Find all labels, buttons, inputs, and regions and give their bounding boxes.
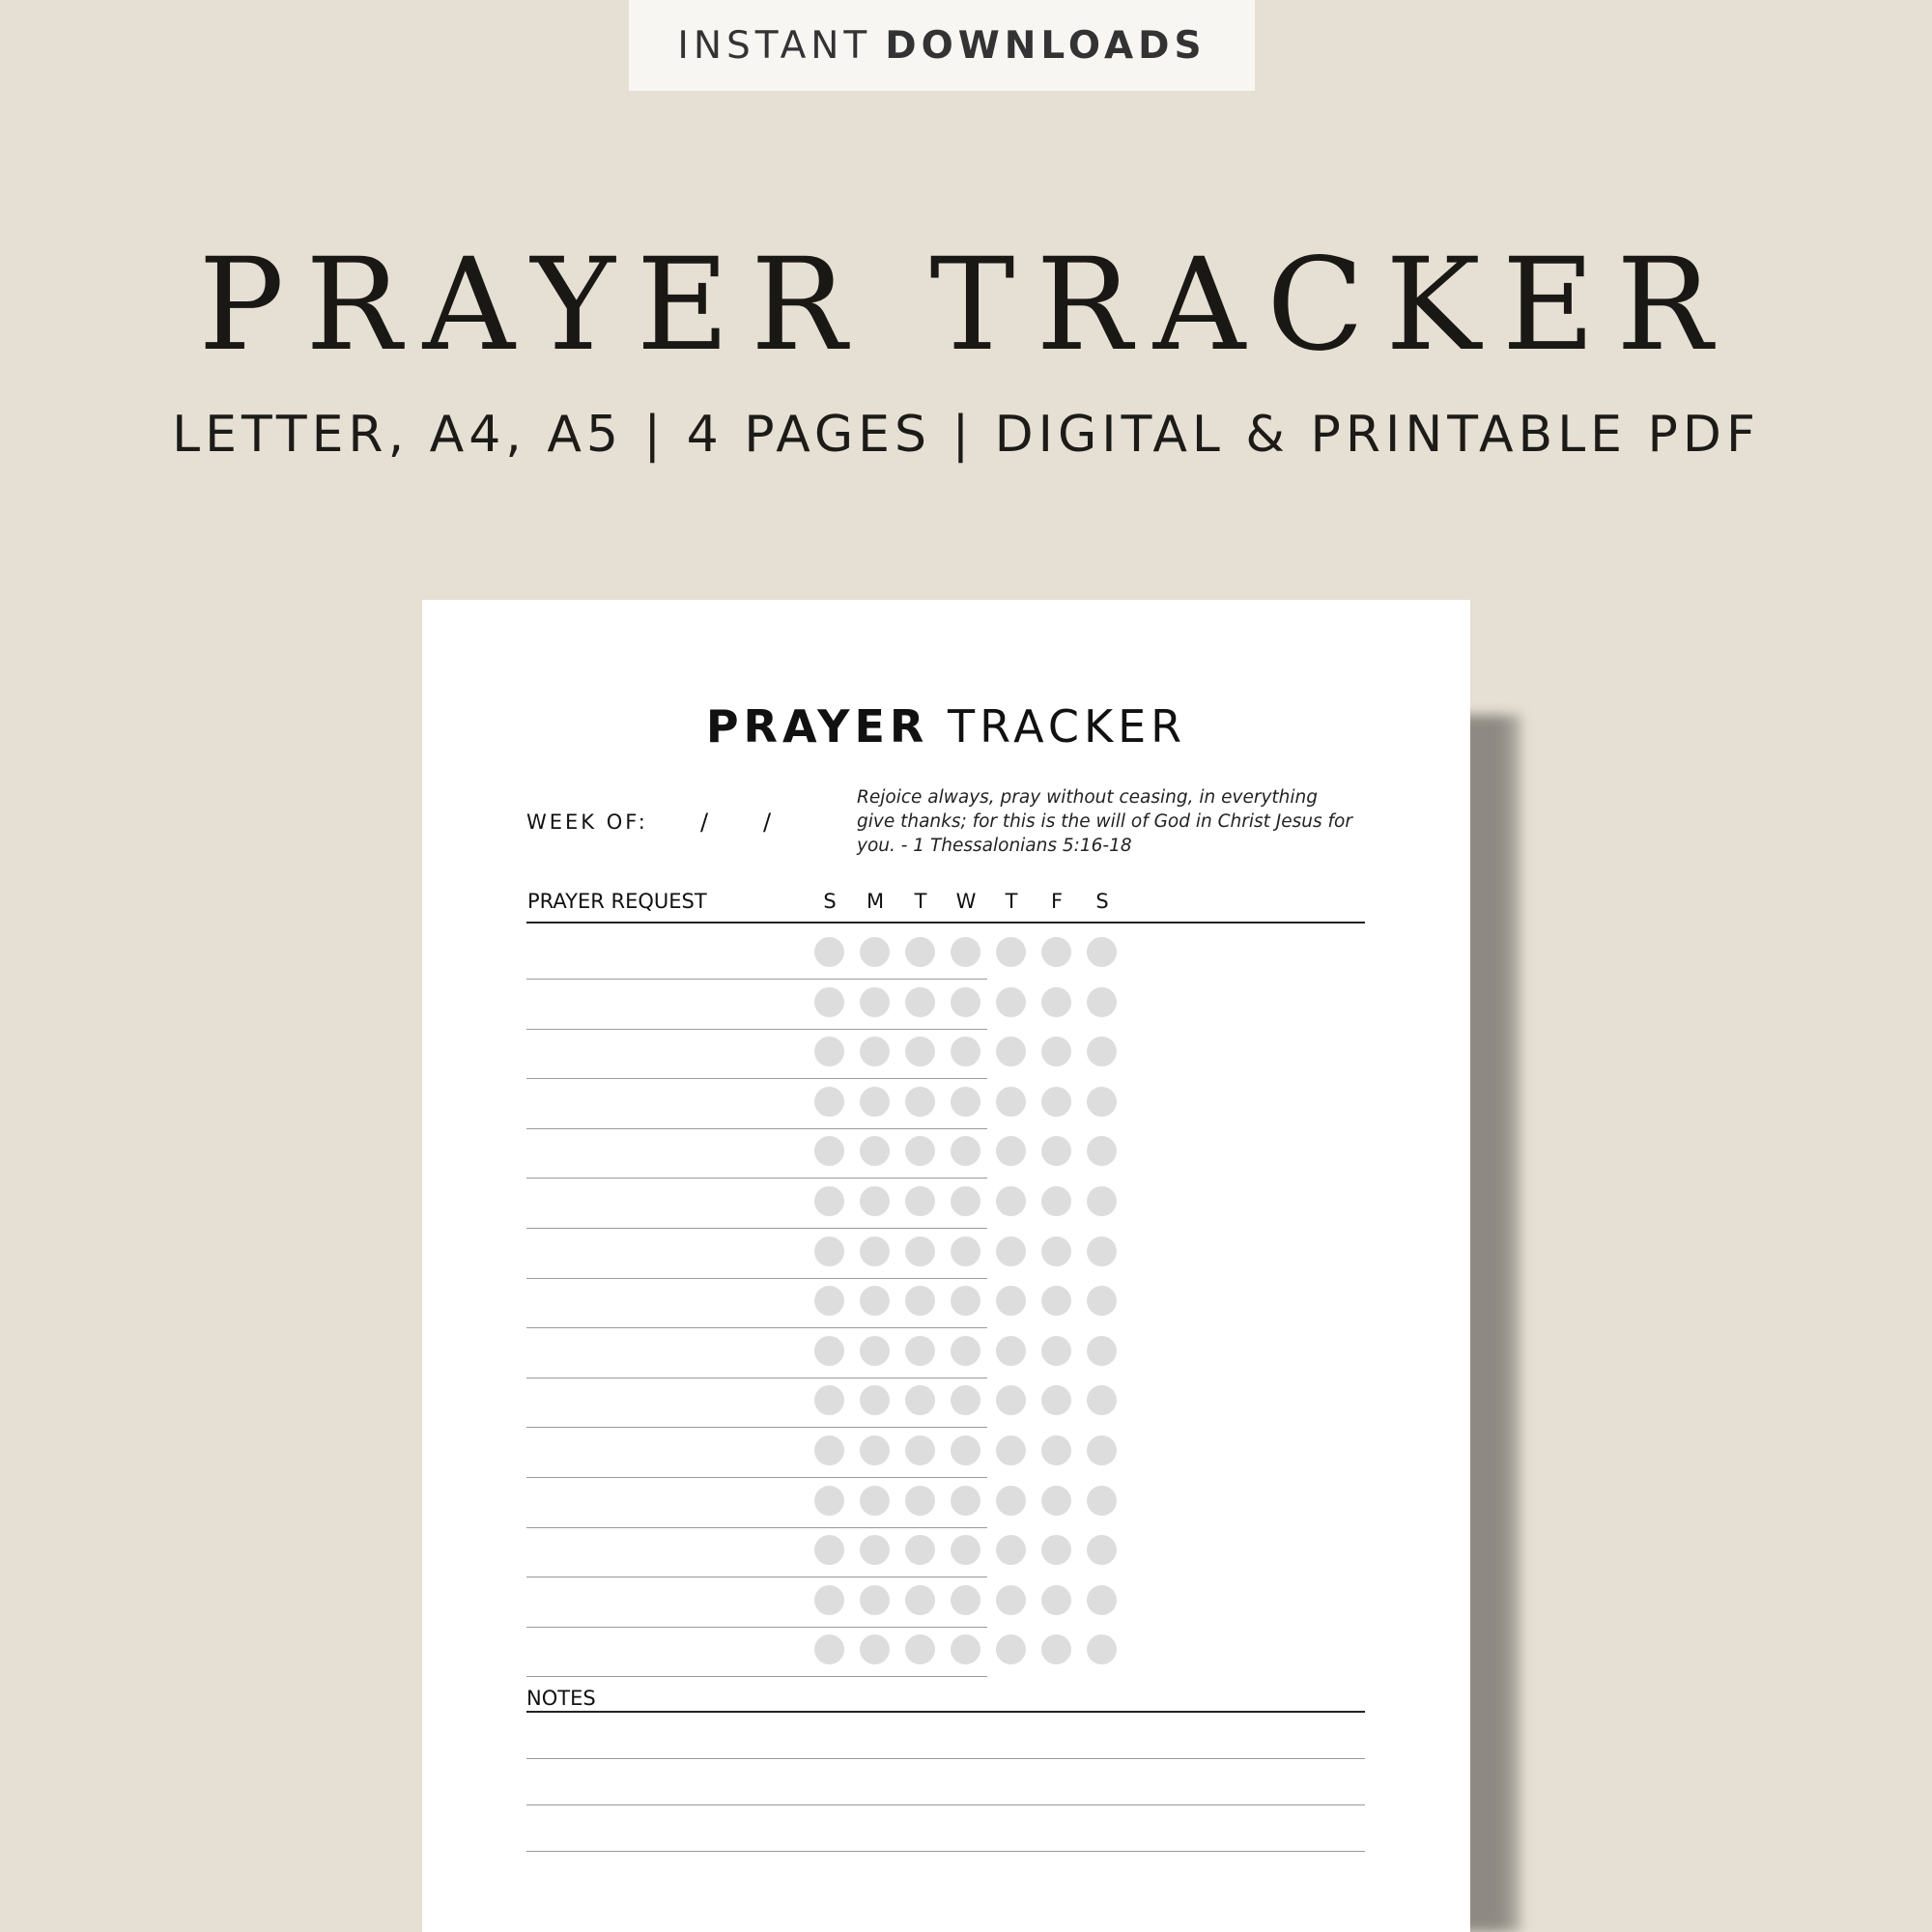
request-line[interactable]: [526, 1327, 987, 1328]
day-check-circle[interactable]: [1041, 1037, 1071, 1066]
day-check-circle[interactable]: [1041, 1236, 1071, 1266]
day-check-circle[interactable]: [1087, 937, 1117, 967]
day-check-circle[interactable]: [1041, 1186, 1071, 1216]
date-separator: /: [763, 809, 772, 836]
day-check-circle[interactable]: [814, 1336, 844, 1366]
day-check-circle[interactable]: [1087, 1486, 1117, 1516]
day-check-circle[interactable]: [1041, 1585, 1071, 1615]
notes-line[interactable]: [526, 1758, 1365, 1759]
day-check-circle[interactable]: [951, 1236, 980, 1266]
hero-title: PRAYER TRACKER: [198, 231, 1734, 380]
day-check-circle[interactable]: [1041, 987, 1071, 1017]
day-check-circle[interactable]: [996, 1136, 1026, 1166]
day-check-circle[interactable]: [905, 1385, 935, 1415]
day-check-circle[interactable]: [905, 1186, 935, 1216]
request-line[interactable]: [526, 1676, 987, 1677]
day-check-circle[interactable]: [1041, 1486, 1071, 1516]
day-header: S: [1095, 890, 1109, 913]
day-check-circle[interactable]: [951, 1535, 980, 1565]
request-line[interactable]: [526, 1228, 987, 1229]
day-check-circle[interactable]: [951, 937, 980, 967]
day-check-circle[interactable]: [996, 1336, 1026, 1366]
request-line[interactable]: [526, 1178, 987, 1179]
day-check-circle[interactable]: [1087, 1186, 1117, 1216]
day-check-circle[interactable]: [905, 1087, 935, 1117]
day-check-circle[interactable]: [1087, 1634, 1117, 1664]
day-check-circle[interactable]: [905, 987, 935, 1017]
day-header: W: [955, 890, 977, 913]
day-check-circle[interactable]: [814, 1286, 844, 1316]
badge-emphasis: DOWNLOADS: [885, 23, 1207, 68]
day-check-circle[interactable]: [905, 1336, 935, 1366]
day-check-circle[interactable]: [951, 1286, 980, 1316]
week-of-label: WEEK OF:: [526, 810, 648, 834]
day-check-circle[interactable]: [860, 1435, 890, 1465]
request-line[interactable]: [526, 1278, 987, 1279]
day-check-circle[interactable]: [1041, 1435, 1071, 1465]
day-check-circle[interactable]: [905, 1435, 935, 1465]
badge-prefix: INSTANT: [677, 23, 872, 68]
day-check-circle[interactable]: [814, 937, 844, 967]
day-check-circle[interactable]: [1041, 1087, 1071, 1117]
day-check-circle[interactable]: [814, 1486, 844, 1516]
notes-header: NOTES: [526, 1687, 596, 1710]
day-check-circle[interactable]: [1087, 1435, 1117, 1465]
day-check-circle[interactable]: [860, 1037, 890, 1066]
day-check-circle[interactable]: [814, 1535, 844, 1565]
day-check-circle[interactable]: [996, 1585, 1026, 1615]
notes-line[interactable]: [526, 1851, 1365, 1852]
day-check-circle[interactable]: [1087, 1585, 1117, 1615]
page-title-rest: TRACKER: [947, 700, 1187, 753]
day-check-circle[interactable]: [1041, 937, 1071, 967]
day-check-circle[interactable]: [860, 1236, 890, 1266]
request-line[interactable]: [526, 1627, 987, 1628]
day-check-circle[interactable]: [996, 1535, 1026, 1565]
day-check-circle[interactable]: [996, 1435, 1026, 1465]
day-check-circle[interactable]: [814, 1186, 844, 1216]
day-check-circle[interactable]: [996, 1236, 1026, 1266]
day-check-circle[interactable]: [860, 1634, 890, 1664]
day-check-circle[interactable]: [1041, 1535, 1071, 1565]
day-check-circle[interactable]: [951, 1585, 980, 1615]
day-check-circle[interactable]: [860, 987, 890, 1017]
day-header: M: [866, 890, 885, 913]
day-check-circle[interactable]: [860, 1585, 890, 1615]
header-rule: [526, 922, 1365, 923]
day-check-circle[interactable]: [860, 1336, 890, 1366]
day-check-circle[interactable]: [814, 1385, 844, 1415]
day-check-circle[interactable]: [905, 1585, 935, 1615]
notes-rule: [526, 1711, 1365, 1713]
day-check-circle[interactable]: [951, 1634, 980, 1664]
day-check-circle[interactable]: [814, 1585, 844, 1615]
day-check-circle[interactable]: [814, 1037, 844, 1066]
day-check-circle[interactable]: [996, 1037, 1026, 1066]
day-check-circle[interactable]: [860, 1087, 890, 1117]
day-check-circle[interactable]: [1041, 1136, 1071, 1166]
day-check-circle[interactable]: [996, 1286, 1026, 1316]
day-check-circle[interactable]: [951, 1385, 980, 1415]
day-check-circle[interactable]: [996, 1486, 1026, 1516]
day-check-circle[interactable]: [1041, 1634, 1071, 1664]
day-check-circle[interactable]: [814, 1634, 844, 1664]
day-check-circle[interactable]: [860, 1486, 890, 1516]
request-line[interactable]: [526, 1078, 987, 1079]
day-header: T: [914, 890, 927, 913]
request-line[interactable]: [526, 1128, 987, 1129]
day-header: S: [823, 890, 837, 913]
day-check-circle[interactable]: [905, 1486, 935, 1516]
day-check-circle[interactable]: [860, 1385, 890, 1415]
day-header: F: [1050, 890, 1064, 913]
instant-downloads-badge: [629, 0, 1255, 91]
day-check-circle[interactable]: [814, 1435, 844, 1465]
day-check-circle[interactable]: [860, 1136, 890, 1166]
scripture-quote: Rejoice always, pray without ceasing, in everything give thanks; for this is the will of God in Christ Jesus for you. - 1 Thessalonians 5:16-18: [857, 787, 1352, 856]
day-check-circle[interactable]: [905, 1634, 935, 1664]
day-check-circle[interactable]: [951, 1435, 980, 1465]
day-check-circle[interactable]: [905, 937, 935, 967]
day-check-circle[interactable]: [1041, 1385, 1071, 1415]
day-check-circle[interactable]: [951, 1486, 980, 1516]
request-line[interactable]: [526, 1427, 987, 1428]
day-check-circle[interactable]: [905, 1286, 935, 1316]
day-check-circle[interactable]: [996, 1087, 1026, 1117]
day-check-circle[interactable]: [1087, 1087, 1117, 1117]
day-header: T: [1005, 890, 1018, 913]
request-line[interactable]: [526, 1029, 987, 1030]
request-line[interactable]: [526, 1477, 987, 1478]
day-check-circle[interactable]: [905, 1136, 935, 1166]
day-check-circle[interactable]: [1087, 1385, 1117, 1415]
day-check-circle[interactable]: [996, 1385, 1026, 1415]
notes-line[interactable]: [526, 1804, 1365, 1805]
day-check-circle[interactable]: [1041, 1336, 1071, 1366]
page-title-bold: PRAYER: [705, 700, 929, 753]
day-check-circle[interactable]: [860, 1286, 890, 1316]
day-check-circle[interactable]: [814, 1136, 844, 1166]
day-check-circle[interactable]: [951, 1037, 980, 1066]
day-check-circle[interactable]: [1087, 1286, 1117, 1316]
day-check-circle[interactable]: [905, 1037, 935, 1066]
date-separator: /: [700, 809, 709, 836]
request-line[interactable]: [526, 1527, 987, 1528]
day-check-circle[interactable]: [951, 1136, 980, 1166]
day-check-circle[interactable]: [996, 1186, 1026, 1216]
day-check-circle[interactable]: [996, 987, 1026, 1017]
request-line[interactable]: [526, 979, 987, 980]
day-check-circle[interactable]: [951, 987, 980, 1017]
day-check-circle[interactable]: [1087, 1037, 1117, 1066]
day-check-circle[interactable]: [814, 987, 844, 1017]
day-check-circle[interactable]: [996, 937, 1026, 967]
day-check-circle[interactable]: [860, 1186, 890, 1216]
day-check-circle[interactable]: [951, 1186, 980, 1216]
day-check-circle[interactable]: [860, 1535, 890, 1565]
day-check-circle[interactable]: [1087, 1336, 1117, 1366]
day-check-circle[interactable]: [1087, 987, 1117, 1017]
day-check-circle[interactable]: [1087, 1236, 1117, 1266]
day-check-circle[interactable]: [951, 1087, 980, 1117]
day-check-circle[interactable]: [1087, 1535, 1117, 1565]
day-check-circle[interactable]: [814, 1087, 844, 1117]
day-check-circle[interactable]: [996, 1634, 1026, 1664]
day-check-circle[interactable]: [951, 1336, 980, 1366]
prayer-request-header: PRAYER REQUEST: [527, 890, 707, 913]
day-check-circle[interactable]: [905, 1535, 935, 1565]
day-check-circle[interactable]: [905, 1236, 935, 1266]
planner-page: [422, 600, 1470, 1932]
day-check-circle[interactable]: [1041, 1286, 1071, 1316]
page-title: [422, 700, 1470, 753]
day-check-circle[interactable]: [1087, 1136, 1117, 1166]
hero-subtitle: LETTER, A4, A5 | 4 PAGES | DIGITAL & PRINTABLE PDF: [172, 406, 1760, 464]
day-check-circle[interactable]: [814, 1236, 844, 1266]
day-check-circle[interactable]: [860, 937, 890, 967]
